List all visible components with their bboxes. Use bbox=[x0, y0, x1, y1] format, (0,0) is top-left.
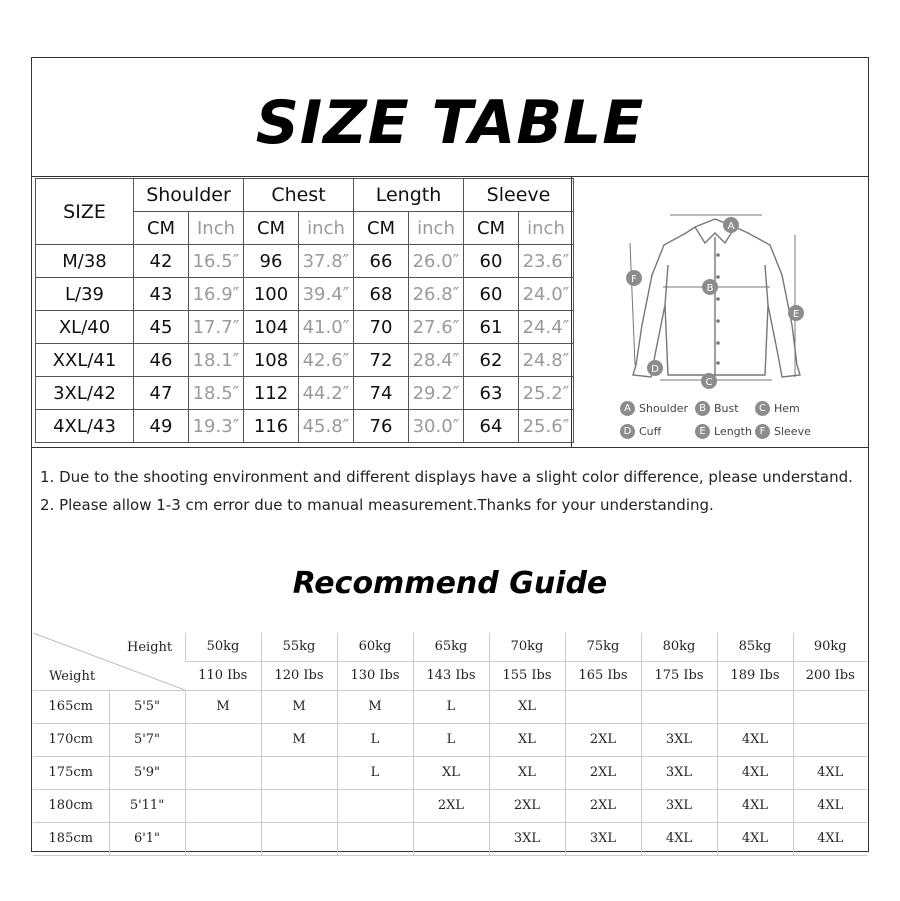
weight-kg: 50kg bbox=[185, 633, 261, 661]
inch-value: 25.6″ bbox=[519, 410, 574, 443]
inch-value: 17.7″ bbox=[189, 311, 244, 344]
inch-value: 24.8″ bbox=[519, 344, 574, 377]
cm-value: 61 bbox=[464, 311, 519, 344]
height-cm: 175cm bbox=[33, 756, 109, 789]
weight-label: Weight bbox=[49, 669, 96, 684]
inch-value: 16.9″ bbox=[189, 278, 244, 311]
length-header: Length bbox=[354, 179, 464, 212]
inch-value: 44.2″ bbox=[299, 377, 354, 410]
recommended-size: 2XL bbox=[565, 789, 641, 822]
recommended-size: 4XL bbox=[641, 822, 717, 855]
recommended-size: 4XL bbox=[717, 723, 793, 756]
weight-lbs: 175 Ibs bbox=[641, 661, 717, 690]
note-2: 2. Please allow 1-3 cm error due to manual measurement.Thanks for your understanding. bbox=[40, 496, 714, 514]
weight-kg: 55kg bbox=[261, 633, 337, 661]
recommended-size: 4XL bbox=[717, 756, 793, 789]
cm-value: 43 bbox=[134, 278, 189, 311]
legend-marker: D bbox=[620, 424, 635, 439]
height-ft: 5'7" bbox=[109, 723, 185, 756]
size-cell: 3XL/42 bbox=[36, 377, 134, 410]
legend-marker: E bbox=[695, 424, 710, 439]
recommended-size bbox=[793, 690, 867, 723]
inch-value: 18.1″ bbox=[189, 344, 244, 377]
chest-header: Chest bbox=[244, 179, 354, 212]
recommended-size bbox=[261, 822, 337, 855]
recommend-guide-table bbox=[33, 633, 867, 856]
weight-lbs: 155 Ibs bbox=[489, 661, 565, 690]
weight-kg: 70kg bbox=[489, 633, 565, 661]
recommended-size: 4XL bbox=[717, 822, 793, 855]
inch-value: 39.4″ bbox=[299, 278, 354, 311]
unit-cm: CM bbox=[354, 212, 409, 245]
notes bbox=[40, 463, 853, 519]
unit-cm: CM bbox=[464, 212, 519, 245]
recommended-size: M bbox=[261, 690, 337, 723]
recommended-size: 2XL bbox=[489, 789, 565, 822]
size-row bbox=[36, 410, 574, 443]
recommended-size bbox=[565, 690, 641, 723]
shirt-buttons bbox=[716, 253, 720, 365]
size-table bbox=[35, 178, 574, 443]
inch-value: 45.8″ bbox=[299, 410, 354, 443]
unit-inch: inch bbox=[519, 212, 574, 245]
recommended-size: L bbox=[337, 723, 413, 756]
legend-length bbox=[695, 424, 752, 439]
legend-label: Bust bbox=[714, 402, 739, 415]
recommended-size: 3XL bbox=[641, 756, 717, 789]
height-label: Height bbox=[127, 640, 173, 655]
weight-kg: 60kg bbox=[337, 633, 413, 661]
recommended-size bbox=[185, 789, 261, 822]
inch-value: 24.4″ bbox=[519, 311, 574, 344]
unit-cm: CM bbox=[244, 212, 299, 245]
size-cell: M/38 bbox=[36, 245, 134, 278]
cm-value: 60 bbox=[464, 245, 519, 278]
weight-lbs: 143 Ibs bbox=[413, 661, 489, 690]
recommended-size bbox=[261, 756, 337, 789]
guide-title: Recommend Guide bbox=[292, 566, 608, 601]
inch-value: 18.5″ bbox=[189, 377, 244, 410]
recommended-size bbox=[413, 822, 489, 855]
legend-sleeve bbox=[755, 424, 811, 439]
recommended-size: 3XL bbox=[641, 723, 717, 756]
size-table-header-row bbox=[36, 179, 574, 212]
marker-e: E bbox=[792, 309, 800, 320]
size-row bbox=[36, 311, 574, 344]
cm-value: 76 bbox=[354, 410, 409, 443]
guide-row bbox=[33, 822, 867, 855]
height-ft: 6'1" bbox=[109, 822, 185, 855]
recommended-size: 4XL bbox=[793, 822, 867, 855]
height-cm: 180cm bbox=[33, 789, 109, 822]
cm-value: 112 bbox=[244, 377, 299, 410]
inch-value: 24.0″ bbox=[519, 278, 574, 311]
inch-value: 41.0″ bbox=[299, 311, 354, 344]
unit-inch: inch bbox=[299, 212, 354, 245]
recommended-size: 4XL bbox=[793, 756, 867, 789]
size-row bbox=[36, 278, 574, 311]
recommended-size: L bbox=[413, 690, 489, 723]
recommended-size: XL bbox=[489, 690, 565, 723]
recommended-size: 2XL bbox=[413, 789, 489, 822]
size-row bbox=[36, 245, 574, 278]
marker-a: A bbox=[727, 221, 735, 232]
cm-value: 116 bbox=[244, 410, 299, 443]
sleeve-header: Sleeve bbox=[464, 179, 574, 212]
marker-d: D bbox=[651, 364, 659, 375]
recommended-size: 4XL bbox=[717, 789, 793, 822]
height-cm: 165cm bbox=[33, 690, 109, 723]
inch-value: 26.8″ bbox=[409, 278, 464, 311]
guide-row bbox=[33, 690, 867, 723]
legend-marker: B bbox=[695, 401, 710, 416]
size-header: SIZE bbox=[36, 179, 134, 245]
shoulder-header: Shoulder bbox=[134, 179, 244, 212]
size-row bbox=[36, 344, 574, 377]
cm-value: 49 bbox=[134, 410, 189, 443]
recommended-size: M bbox=[261, 723, 337, 756]
legend-marker: F bbox=[755, 424, 770, 439]
legend-label: Shoulder bbox=[639, 402, 688, 415]
recommended-size bbox=[337, 822, 413, 855]
inch-value: 25.2″ bbox=[519, 377, 574, 410]
marker-b: B bbox=[706, 283, 714, 294]
unit-inch: Inch bbox=[189, 212, 244, 245]
cm-value: 60 bbox=[464, 278, 519, 311]
weight-kg: 80kg bbox=[641, 633, 717, 661]
cm-value: 62 bbox=[464, 344, 519, 377]
weight-kg: 75kg bbox=[565, 633, 641, 661]
marker-f: F bbox=[631, 274, 637, 285]
cm-value: 96 bbox=[244, 245, 299, 278]
inch-value: 28.4″ bbox=[409, 344, 464, 377]
height-ft: 5'9" bbox=[109, 756, 185, 789]
note-1: 1. Due to the shooting environment and different displays have a slight color difference, please understand. bbox=[40, 468, 853, 486]
inch-value: 27.6″ bbox=[409, 311, 464, 344]
recommended-size bbox=[717, 690, 793, 723]
recommended-size bbox=[185, 723, 261, 756]
cm-value: 72 bbox=[354, 344, 409, 377]
title-divider bbox=[31, 176, 869, 177]
legend-label: Hem bbox=[774, 402, 800, 415]
recommended-size: M bbox=[185, 690, 261, 723]
size-cell: 4XL/43 bbox=[36, 410, 134, 443]
inch-value: 29.2″ bbox=[409, 377, 464, 410]
legend-label: Cuff bbox=[639, 425, 662, 438]
recommended-size: XL bbox=[413, 756, 489, 789]
cm-value: 46 bbox=[134, 344, 189, 377]
cm-value: 104 bbox=[244, 311, 299, 344]
weight-lbs: 200 Ibs bbox=[793, 661, 867, 690]
cm-value: 66 bbox=[354, 245, 409, 278]
cm-value: 45 bbox=[134, 311, 189, 344]
inch-value: 23.6″ bbox=[519, 245, 574, 278]
legend-marker: A bbox=[620, 401, 635, 416]
inch-value: 42.6″ bbox=[299, 344, 354, 377]
legend-hem bbox=[755, 401, 800, 416]
recommended-size: XL bbox=[489, 756, 565, 789]
weight-kg: 85kg bbox=[717, 633, 793, 661]
guide-kg-row bbox=[33, 633, 867, 661]
size-cell: L/39 bbox=[36, 278, 134, 311]
cm-value: 74 bbox=[354, 377, 409, 410]
weight-lbs: 189 Ibs bbox=[717, 661, 793, 690]
cm-value: 64 bbox=[464, 410, 519, 443]
weight-lbs: 110 Ibs bbox=[185, 661, 261, 690]
recommended-size bbox=[641, 690, 717, 723]
inch-value: 37.8″ bbox=[299, 245, 354, 278]
shirt-outline bbox=[633, 219, 800, 377]
cm-value: 63 bbox=[464, 377, 519, 410]
recommended-size: 3XL bbox=[641, 789, 717, 822]
cm-value: 47 bbox=[134, 377, 189, 410]
table-divider bbox=[31, 447, 869, 448]
recommended-size: 4XL bbox=[793, 789, 867, 822]
legend-cuff bbox=[620, 424, 661, 439]
inch-value: 30.0″ bbox=[409, 410, 464, 443]
weight-lbs: 165 Ibs bbox=[565, 661, 641, 690]
recommended-size: L bbox=[337, 756, 413, 789]
height-ft: 5'11" bbox=[109, 789, 185, 822]
inch-value: 16.5″ bbox=[189, 245, 244, 278]
recommended-size: M bbox=[337, 690, 413, 723]
marker-c: C bbox=[705, 377, 713, 388]
weight-lbs: 130 Ibs bbox=[337, 661, 413, 690]
size-cell: XL/40 bbox=[36, 311, 134, 344]
guide-row bbox=[33, 756, 867, 789]
guide-row bbox=[33, 789, 867, 822]
recommended-size bbox=[793, 723, 867, 756]
recommended-size bbox=[337, 789, 413, 822]
height-cm: 170cm bbox=[33, 723, 109, 756]
height-ft: 5'5" bbox=[109, 690, 185, 723]
recommended-size bbox=[185, 756, 261, 789]
recommended-size: 3XL bbox=[565, 822, 641, 855]
recommended-size: 2XL bbox=[565, 723, 641, 756]
recommended-size bbox=[185, 822, 261, 855]
recommended-size: 3XL bbox=[489, 822, 565, 855]
height-weight-corner bbox=[33, 633, 185, 690]
legend-marker: C bbox=[755, 401, 770, 416]
unit-cm: CM bbox=[134, 212, 189, 245]
legend-label: Sleeve bbox=[774, 425, 811, 438]
page-title: SIZE TABLE bbox=[255, 88, 645, 158]
cm-value: 108 bbox=[244, 344, 299, 377]
guide-row bbox=[33, 723, 867, 756]
cm-value: 42 bbox=[134, 245, 189, 278]
inch-value: 19.3″ bbox=[189, 410, 244, 443]
weight-lbs: 120 Ibs bbox=[261, 661, 337, 690]
recommended-size: L bbox=[413, 723, 489, 756]
size-cell: XXL/41 bbox=[36, 344, 134, 377]
cm-value: 68 bbox=[354, 278, 409, 311]
inch-value: 26.0″ bbox=[409, 245, 464, 278]
legend-label: Length bbox=[714, 425, 752, 438]
size-row bbox=[36, 377, 574, 410]
weight-kg: 90kg bbox=[793, 633, 867, 661]
legend-shoulder bbox=[620, 401, 688, 416]
recommended-size: 2XL bbox=[565, 756, 641, 789]
recommended-size bbox=[261, 789, 337, 822]
cm-value: 70 bbox=[354, 311, 409, 344]
unit-inch: inch bbox=[409, 212, 464, 245]
weight-kg: 65kg bbox=[413, 633, 489, 661]
height-cm: 185cm bbox=[33, 822, 109, 855]
cm-value: 100 bbox=[244, 278, 299, 311]
legend-bust bbox=[695, 401, 739, 416]
recommended-size: XL bbox=[489, 723, 565, 756]
